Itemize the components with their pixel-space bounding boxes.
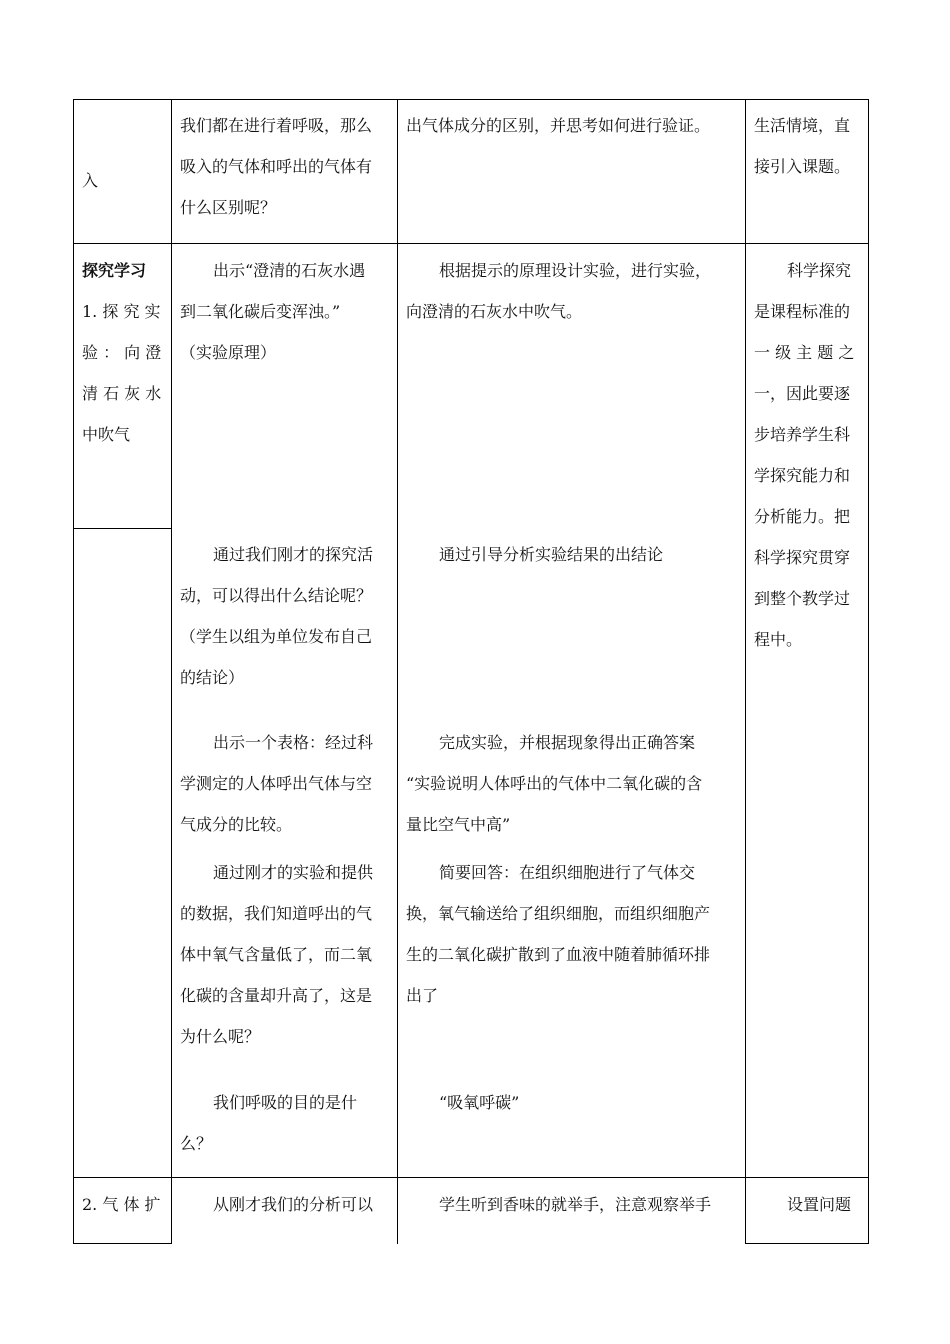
text-line: 么？: [180, 1134, 213, 1153]
text-line: 出示“澄清的石灰水遇: [213, 261, 366, 280]
text-line: 量比空气中高”: [406, 815, 511, 834]
text-line: 设置问题: [787, 1195, 852, 1214]
intro-teacher-cell: [180, 105, 390, 228]
teacher-block-4: [180, 852, 392, 1057]
text-line: 清 石 灰 水: [82, 384, 162, 403]
row-divider-2: [73, 1177, 869, 1178]
diffusion-design-cell: [754, 1184, 862, 1225]
text-line: 科学探究贯穿: [754, 548, 851, 567]
text-line: 气成分的比较。: [180, 815, 293, 834]
text-line: 生活情境，直: [754, 116, 851, 135]
teacher-block-5: [180, 1082, 392, 1164]
text-line: 我们呼吸的目的是什: [213, 1093, 358, 1112]
text-line: （学生以组为单位发布自己: [180, 627, 373, 646]
text-line: 从刚才我们的分析可以: [213, 1195, 374, 1214]
text-line: 的结论）: [180, 668, 245, 687]
col-border-right: [868, 99, 869, 1244]
col-border-left: [73, 99, 74, 1244]
text-line: 一，因此要逐: [754, 384, 851, 403]
text-line: 学探究能力和: [754, 466, 851, 485]
diffusion-student-cell: [406, 1184, 742, 1225]
teacher-block-2: [180, 534, 392, 698]
text-line: 分析能力。把: [754, 507, 851, 526]
text-line: 生的二氧化碳扩散到了血液中随着肺循环排: [406, 945, 711, 964]
intro-student-cell: [406, 105, 741, 146]
text-line: 我们都在进行着呼吸，那么: [180, 116, 373, 135]
text-line: “实验说明人体呼出的气体中二氧化碳的含: [406, 774, 703, 793]
text-line: 通过我们刚才的探究活: [213, 545, 374, 564]
text-line: 换，氧气输送给了组织细胞，而组织细胞产: [406, 904, 711, 923]
col1-sub-divider: [73, 528, 171, 529]
text-line: 的数据，我们知道呼出的气: [180, 904, 373, 923]
text-line: 1. 探 究 实: [82, 302, 161, 321]
text-line: 出气体成分的区别，并思考如何进行验证。: [406, 116, 711, 135]
intro-design-cell: [754, 105, 862, 187]
text-line: 是课程标准的: [754, 302, 851, 321]
text-line: 到整个教学过: [754, 589, 851, 608]
text-line: 动，可以得出什么结论呢？: [180, 586, 373, 605]
text-line: 为什么呢？: [180, 1027, 261, 1046]
text-line: 科学探究: [787, 261, 852, 280]
text-line: “吸氧呼碳”: [439, 1093, 520, 1112]
inquiry-section-cell: [82, 250, 164, 455]
text-line: 接引入课题。: [754, 157, 851, 176]
col-border-3: [745, 99, 746, 1244]
student-block-1: [406, 250, 742, 332]
table-bottom-partial: [73, 1243, 171, 1244]
text-line: 根据提示的原理设计实验，进行实验，: [439, 261, 712, 280]
text-line: 一 级 主 题 之: [754, 343, 855, 362]
text-line: 化碳的含量却升高了，这是: [180, 986, 373, 1005]
text-line: 吸入的气体和呼出的气体有: [180, 157, 373, 176]
text-line: 向澄清的石灰水中吹气。: [406, 302, 583, 321]
table-bottom-partial-right: [745, 1243, 869, 1244]
text-line: 什么区别呢？: [180, 198, 277, 217]
text-line: 学生听到香味的就举手，注意观察举手: [439, 1195, 712, 1214]
col-border-1: [171, 99, 172, 1244]
teacher-block-3: [180, 722, 392, 845]
text-line: 到二氧化碳后变浑浊。”: [180, 302, 341, 321]
diffusion-teacher-cell: [180, 1184, 392, 1225]
text-line: 通过刚才的实验和提供: [213, 863, 374, 882]
col-border-2: [397, 99, 398, 1244]
section-heading: 探究学习: [82, 261, 147, 280]
row-divider-1: [73, 243, 869, 244]
student-block-3: [406, 722, 742, 845]
student-block-2: [406, 534, 742, 575]
text-line: 体中氧气含量低了，而二氧: [180, 945, 373, 964]
inquiry-design-cell: [754, 250, 862, 660]
intro-section-label: 入: [82, 171, 99, 190]
text-line: 验 ： 向 澄: [82, 343, 162, 362]
text-line: 程中。: [754, 630, 803, 649]
text-line: （实验原理）: [180, 343, 277, 362]
student-block-4: [406, 852, 742, 1016]
diffusion-section-cell: 2. 气 体 扩: [82, 1195, 161, 1214]
student-block-5: [406, 1082, 742, 1123]
text-line: 出示一个表格：经过科: [213, 733, 374, 752]
text-line: 步培养学生科: [754, 425, 851, 444]
text-line: 完成实验，并根据现象得出正确答案: [439, 733, 696, 752]
text-line: 简要回答：在组织细胞进行了气体交: [439, 863, 696, 882]
teacher-block-1: [180, 250, 392, 373]
text-line: 通过引导分析实验结果的出结论: [439, 545, 664, 564]
table-top-border: [73, 99, 869, 100]
text-line: 中吹气: [82, 425, 131, 444]
text-line: 出了: [406, 986, 439, 1005]
text-line: 学测定的人体呼出气体与空: [180, 774, 373, 793]
